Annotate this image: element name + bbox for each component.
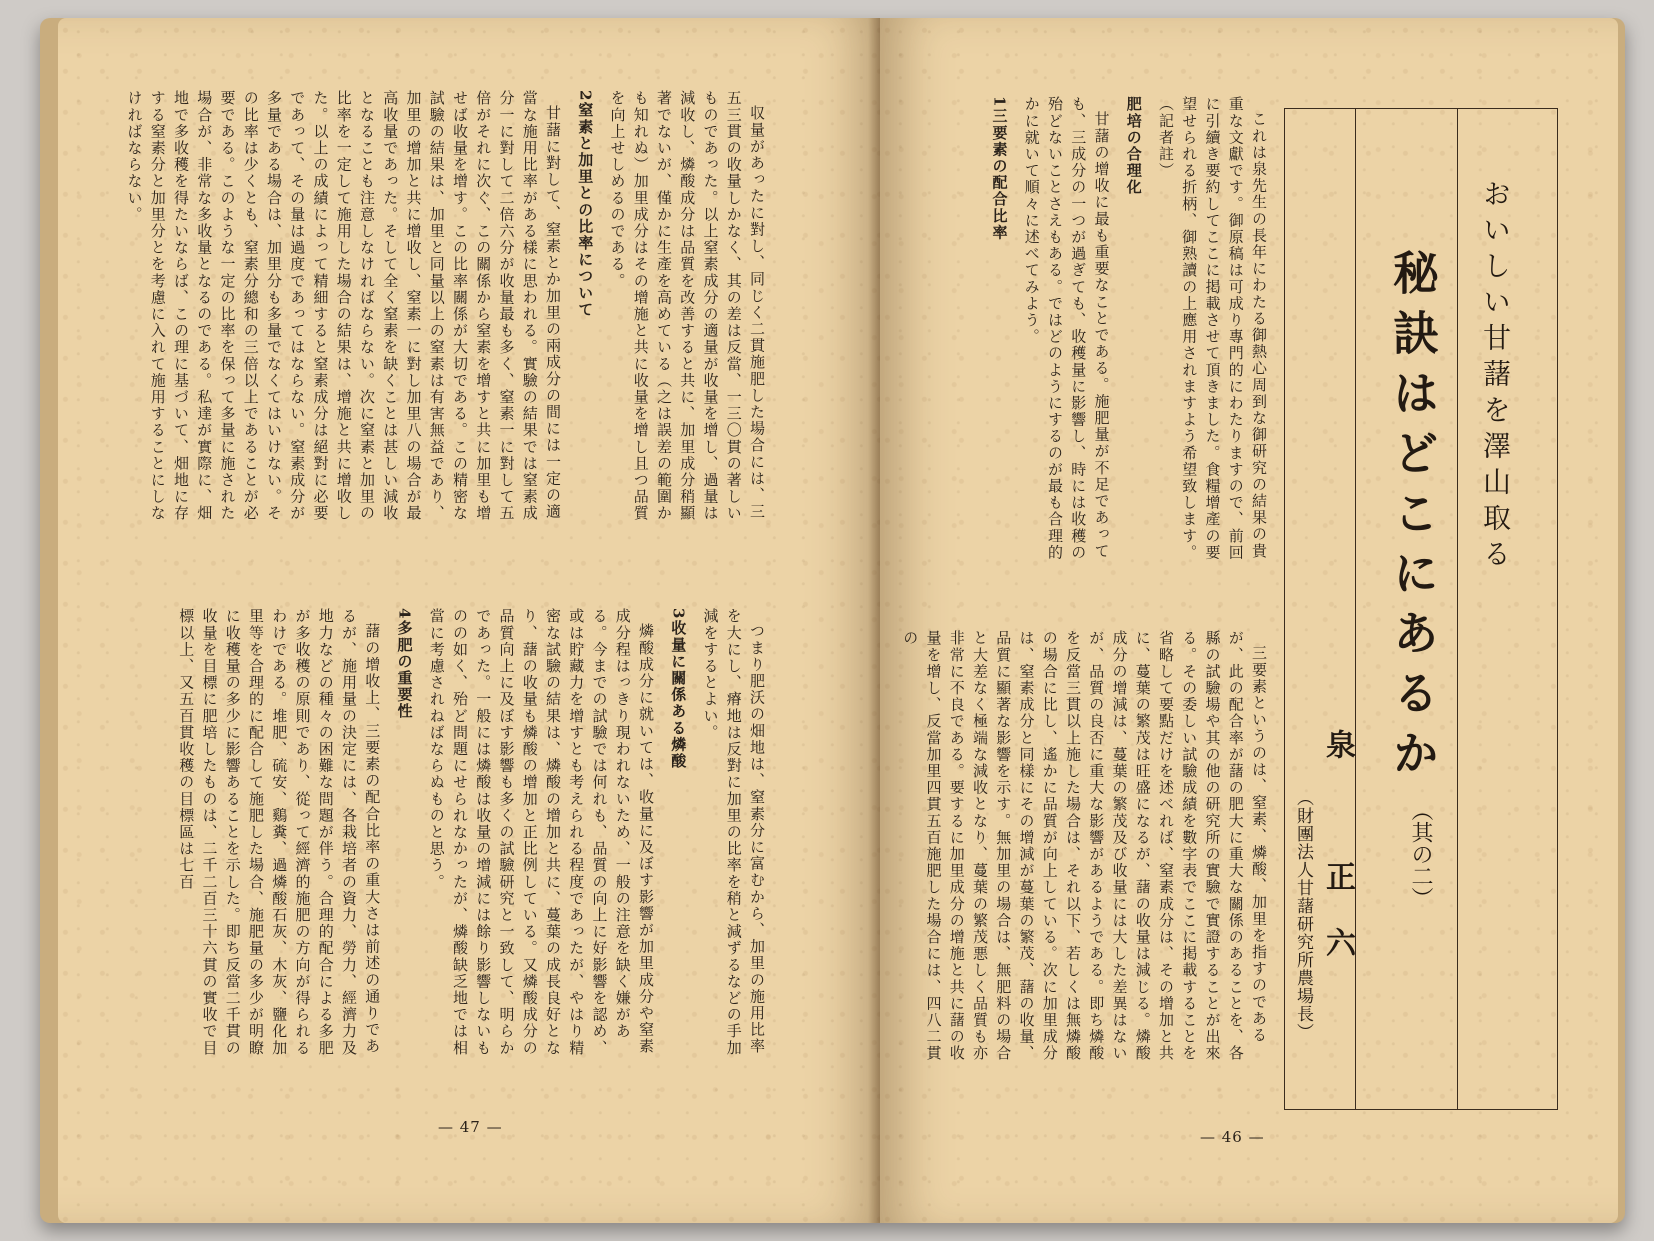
section-4-number: 4 [395,608,414,621]
title-box [1284,108,1558,1110]
subtitle: おいしい甘藷を澤山取る [1479,179,1512,575]
section-3-number: 3 [669,608,688,621]
section-1-heading [987,96,1010,566]
part-label: （其の二） [1408,799,1433,909]
page-46 [880,18,1618,1223]
left-top-paragraph-1: 収量があったに對し、同じく二貫施肥した場合には、三五三貫の收量しかなく、其の差は反當、一三〇貫の著しいものであった。以上窒素成分の適量が收量を增し、過量は減收し、燐酸成分は品質を改善すると共に、加里成分稍顯著でないが、僅かに生產を高めている（之は誤差の範圍かも知れぬ）加里成分はその增施と共に收量を增し且つ品質を向上せしめるのである。 [608,90,766,522]
left-bottom-paragraph-2: 燐酸成分に就いては、收量に及ぼす影響が加里成分や窒素成分程はっきり現われないため、一般の注意を缺く嫌がある。今までの試驗では何れも、品質の向上に好影響を認め、或は貯藏力を增すとも考えられる程度であったが、やはり精密な試驗の結果は、燐酸の增加と共に、蔓葉の成長良好となり、藷の收量も燐酸の增加と正比例している。又燐酸成分の品質向上に及ぼす影響も多くの試驗研究と一致して、明らかであった。一般には燐酸は收量の增減には餘り影響しないものの如く、殆ど問題にせられなかったが、燐酸缺乏地では相當に考慮されねばならぬものと思う。 [427,608,655,1057]
page-47 [58,18,880,1223]
left-bottom-text-block [168,608,768,1058]
section-4-title: 多肥の重要性 [395,620,414,720]
section-2-title: 窒素と加里との比率について [576,102,595,318]
left-bottom-paragraph-1: つまり肥沃の畑地は、窒素分に富むから、加里の施用比率を大にし、瘠地は反對に加里の比率を稍と減ずるなどの手加減をするとよい。 [701,608,766,1057]
intro-paragraph: これは泉先生の長年にわたる御熱心周到な御研究の結果の貴重な文獻です。御原稿は可成り專門的にわたりますので、前回に引續き要約してここに掲載させて頂きました。食糧增產の要望せられる折柄、御熟讀の上應用されますよう希望致します。（記者註） [1157,96,1268,561]
section-1-number: 1 [990,96,1009,109]
left-top-text-block [125,90,768,530]
right-paragraph-1: 甘藷の增收に最も重要なことである。施肥量が不足であっても、三成分の一つが過ぎても、收穫量に影響し、時には收穫の殆どないことさえもある。ではどのようにするのが最も合理的かに就いて順々に述べてみよう。 [1022,96,1111,561]
section-3-title: 收量に關係ある燐酸 [669,620,688,770]
page-number-47: — 47 — [438,1118,503,1136]
section-3-heading [666,608,689,1058]
open-book [40,18,1625,1223]
right-bottom-text-block [901,630,1270,1070]
section-heading-rationalization: 肥培の合理化 [1124,96,1143,196]
title-box-rule-2 [1457,109,1458,1109]
section-2-number: 2 [576,90,595,103]
author-name: 泉 正六 [1320,729,1355,993]
right-paragraph-2: 三要素というのは、窒素、燐酸、加里を指すのであるが、此の配合率が藷の肥大に重大な關係のあることを、各縣の試驗場や其の他の研究所の實驗で實證することが出來る。その委しい試驗成績を數字表でここに掲載することを省略して要點だけを述べれば、窒素成分は、その增加と共に、蔓葉の繁茂は旺盛になるが、藷の收量は減じる。燐酸成分の增減は、蔓葉の繁茂及び收量には大した差異はないが、品質の良否に重大な影響があるようである。即ち燐酸を反當三貫以上施した場合は、それ以下、若しくは無燐酸の場合に比し、遙かに品質が向上している。次に加里成分は、窒素成分と同樣にその增減が蔓葉の繁茂、藷の收量、品質に顯著な影響を示す。無加里の場合は、無肥料の場合と大差なく極端な減收となり、蔓葉の繁茂悪しく品質も亦非常に不良である。要するに加里成分の增施と共に藷の收量を增し、反當加里四貫五百施肥した場合には、四八二貫の [901,630,1268,1062]
section-1-title: 三要素の配合比率 [990,108,1009,241]
page-number-46: — 46 — [1200,1128,1265,1146]
left-bottom-paragraph-3: 藷の增收上、三要素の配合比率の重大さは前述の通りであるが、施用量の決定には、各栽培者の資力、勞力、經濟力及地力などの種々の困難な問題が伴う。合理的配合による多肥が多收穫の原則であり、從って經濟的施肥の方向が得られるわけである。堆肥、硫安、鷄糞、過燐酸石灰、木灰、鹽化加里等を合理的に配合して施肥した場合、施肥量の多少が明瞭に收穫量の多少に影響あることを示した。即ち反當二千貫の收量を目標に肥培したものは、二千二百三十六貫の實收で目標以上、又五百貫收穫の目標區は七百 [177,608,382,1057]
main-title: 秘訣はどこにあるか [1386,249,1440,789]
author-affiliation: （財團法人甘藷研究所農場長） [1293,789,1313,1041]
left-top-paragraph-2: 甘藷に對して、窒素とか加里の兩成分の間には一定の適當な施用比率がある樣に思われる。實驗の結果では窒素成分一に對して二倍六分が收量最も多く、窒素一に對して五倍がそれに次ぐ、この關係から窒素を增すと共に加里も增せば收量を增す。この比率關係が大切である。この精密な試驗の結果は、加里と同量以上の窒素は有害無益であり、加里の增加と共に增收し、窒素一に對し加里八の場合が最高收量であった。そして全く窒素を缺くことは甚しい減收となることも注意しなければならない。次に窒素と加里の比率を一定して施用した場合の結果は、增施と共に增收した。以上の成績によって精細すると窒素成分は絕對に必要であって、その量は過度であってはならない。窒素成分が多量である場合は、加里分も多量でなくてはいけない。その比率は少くとも、窒素分總和の三倍以上であることが必要である。このような一定の比率を保って多量に施された場合が、非常な多收量となるのである。私達が實際に、畑地で多收穫を得たいならば、この理に基づいて、畑地に存する窒素分と加里分とを考慮に入れて施用することにしなければならない。 [125,90,562,522]
section-4-heading [392,608,415,1058]
right-top-text-block [990,96,1270,566]
section-2-heading [573,90,596,530]
